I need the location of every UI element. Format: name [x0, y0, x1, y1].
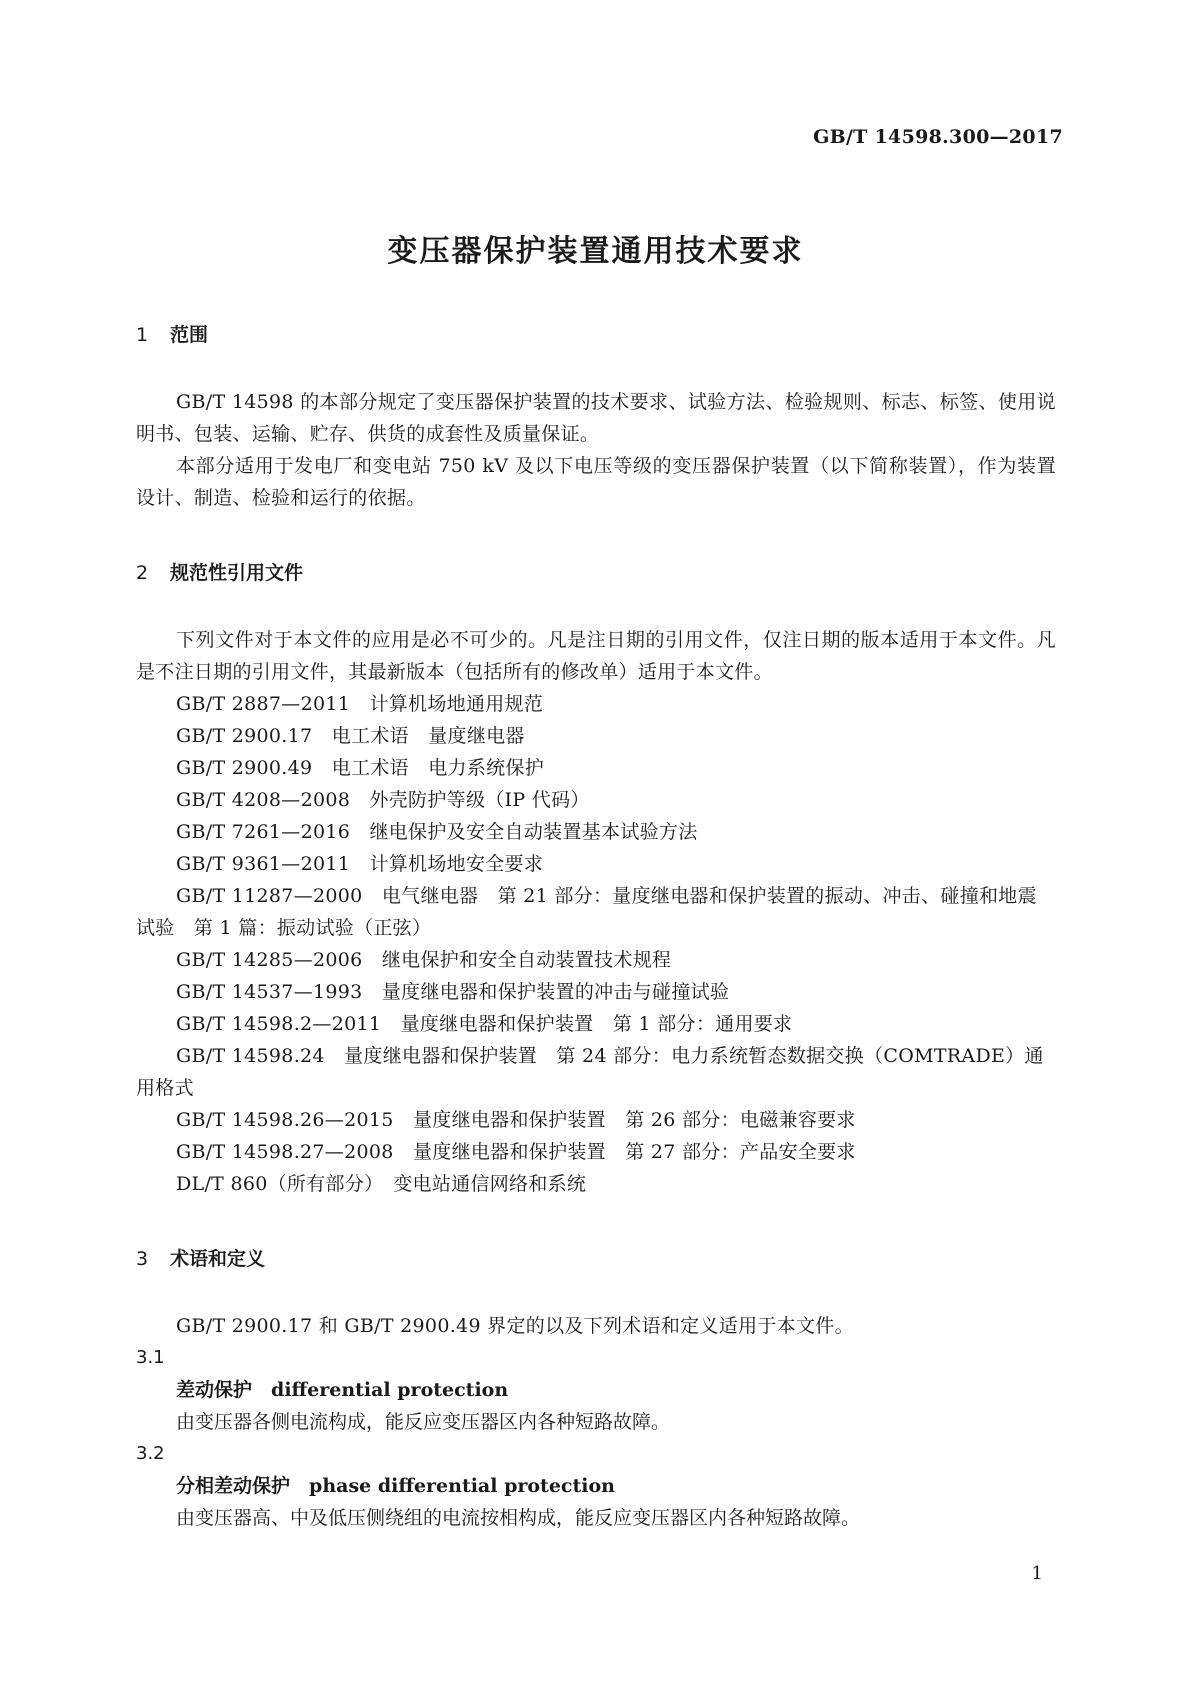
term-definition: 由变压器各侧电流构成，能反应变压器区内各种短路故障。: [176, 1411, 671, 1433]
term-name-zh: 差动保护: [176, 1379, 253, 1401]
paragraph: 下列文件对于本文件的应用是必不可少的。凡是注日期的引用文件，仅注日期的版本适用于本文件。凡是不注日期的引用文件，其最新版本（包括所有的修改单）适用于本文件。: [136, 629, 1056, 683]
section-title: 规范性引用文件: [170, 562, 304, 584]
reference-item: GB/T 2900.49 电工术语 电力系统保护: [176, 757, 545, 779]
paragraph: 本部分适用于发电厂和变电站 750 kV 及以下电压等级的变压器保护装置（以下简称装置），作为装置设计、制造、检验和运行的依据。: [136, 455, 1056, 509]
section-3-heading: [136, 1244, 1056, 1274]
term-name: [136, 1470, 1056, 1502]
reference-item: GB/T 14598.24 量度继电器和保护装置 第 24 部分：电力系统暂态数据交换（COMTRADE）通用格式: [136, 1045, 1044, 1099]
reference-item: DL/T 860（所有部分） 变电站通信网络和系统: [176, 1173, 587, 1195]
reference-item: GB/T 2887—2011 计算机场地通用规范: [176, 693, 544, 715]
section-number: 3: [136, 1248, 149, 1270]
term-definition: 由变压器高、中及低压侧绕组的电流按相构成，能反应变压器区内各种短路故障。: [176, 1507, 861, 1529]
term-number: 3.2: [136, 1443, 165, 1464]
section-number: 2: [136, 562, 149, 584]
reference-item: GB/T 4208—2008 外壳防护等级（IP 代码）: [176, 789, 590, 811]
term-name-en: differential protection: [271, 1379, 509, 1401]
reference-item: GB/T 14598.26—2015 量度继电器和保护装置 第 26 部分：电磁兼容要求: [176, 1109, 856, 1131]
reference-item: GB/T 14537—1993 量度继电器和保护装置的冲击与碰撞试验: [176, 981, 730, 1003]
reference-item: GB/T 14598.27—2008 量度继电器和保护装置 第 27 部分：产品安全要求: [176, 1141, 856, 1163]
term-name: [136, 1374, 1056, 1406]
section-number: 1: [136, 324, 149, 346]
reference-item: GB/T 7261—2016 继电保护及安全自动装置基本试验方法: [176, 821, 698, 843]
standard-code: GB/T 14598.300—2017: [813, 126, 1063, 148]
term-name-en: phase differential protection: [309, 1475, 615, 1497]
section-2-heading: [136, 558, 1056, 588]
reference-item: GB/T 14598.2—2011 量度继电器和保护装置 第 1 部分：通用要求: [176, 1013, 793, 1035]
document-title: 变压器保护装置通用技术要求: [387, 234, 804, 269]
term-number: 3.1: [136, 1347, 165, 1368]
section-title: 术语和定义: [170, 1248, 266, 1270]
section-title: 范围: [170, 324, 209, 346]
reference-item: GB/T 9361—2011 计算机场地安全要求: [176, 853, 544, 875]
term-name-zh: 分相差动保护: [176, 1475, 291, 1497]
paragraph: GB/T 2900.17 和 GB/T 2900.49 界定的以及下列术语和定义适用于本文件。: [176, 1315, 854, 1337]
section-1-heading: [136, 320, 1056, 350]
document-body: [136, 320, 1056, 1534]
paragraph: GB/T 14598 的本部分规定了变压器保护装置的技术要求、试验方法、检验规则、标志、标签、使用说明书、包装、运输、贮存、供货的成套性及质量保证。: [136, 391, 1056, 445]
page-number: 1: [1031, 1563, 1043, 1584]
reference-item: GB/T 14285—2006 继电保护和安全自动装置技术规程: [176, 949, 672, 971]
reference-item: GB/T 11287—2000 电气继电器 第 21 部分：量度继电器和保护装置的振动、冲击、碰撞和地震试验 第 1 篇：振动试验（正弦）: [136, 885, 1037, 939]
reference-item: GB/T 2900.17 电工术语 量度继电器: [176, 725, 525, 747]
